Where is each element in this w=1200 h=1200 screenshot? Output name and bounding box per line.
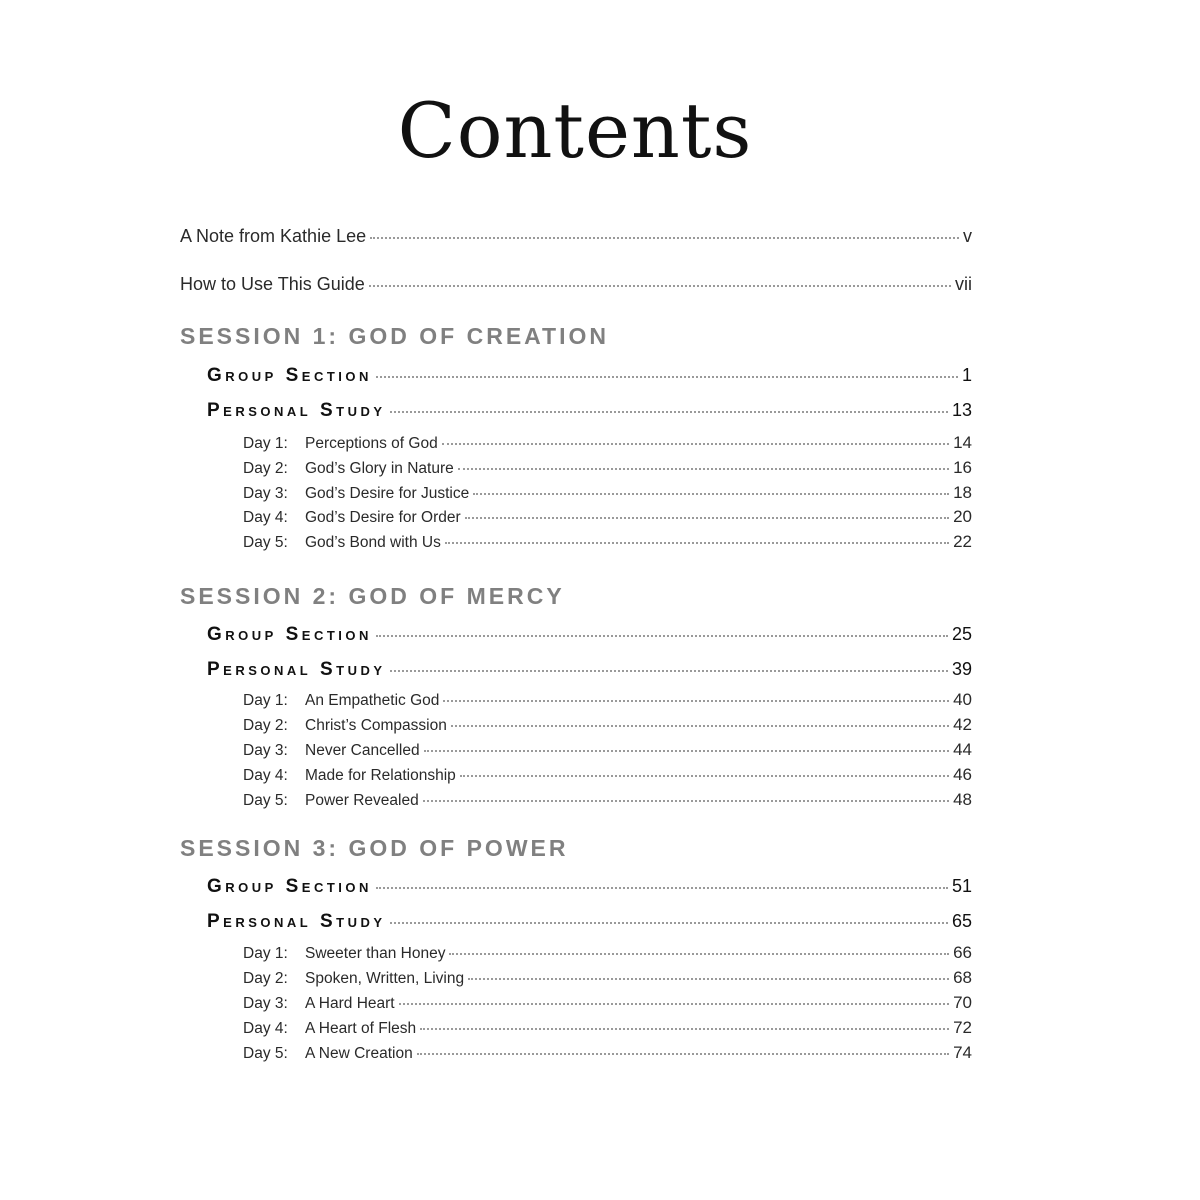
- dot-leader: [370, 236, 959, 239]
- toc-entry-day[interactable]: [243, 690, 972, 710]
- day-prefix: Day 1:: [243, 945, 288, 962]
- dot-leader: [399, 1002, 949, 1005]
- dot-leader: [376, 886, 948, 889]
- toc-entry-personal-study[interactable]: [207, 911, 972, 933]
- day-prefix: Day 5:: [243, 1045, 288, 1062]
- dot-leader: [390, 410, 948, 413]
- toc-entry-day[interactable]: [243, 740, 972, 760]
- toc-page-number: 74: [953, 1043, 972, 1062]
- toc-page-number: 51: [951, 876, 972, 896]
- toc-entry-day[interactable]: [243, 715, 972, 735]
- toc-page-number: 1: [961, 365, 972, 385]
- toc-page-number: 22: [953, 532, 972, 551]
- toc-entry-label: Sweeter than Honey: [305, 945, 446, 962]
- toc-entry-label: God’s Glory in Nature: [305, 460, 454, 477]
- toc-entry-label: A New Creation: [305, 1045, 413, 1062]
- toc-page-number: 13: [951, 400, 972, 420]
- toc-entry-day[interactable]: [243, 765, 972, 785]
- dot-leader: [442, 442, 949, 445]
- day-prefix: Day 3:: [243, 995, 288, 1012]
- toc-entry-label: How to Use This Guide: [180, 274, 365, 294]
- toc-entry-day[interactable]: [243, 943, 972, 963]
- toc-page-number: v: [963, 226, 972, 246]
- toc-entry-label: A Heart of Flesh: [305, 1020, 417, 1037]
- dot-leader: [460, 774, 949, 777]
- toc-entry-group-section[interactable]: [207, 365, 972, 387]
- toc-page-number: 44: [953, 740, 972, 759]
- dot-leader: [376, 634, 948, 637]
- toc-entry-day[interactable]: [243, 532, 972, 552]
- day-prefix: Day 4:: [243, 767, 288, 784]
- day-prefix: Day 2:: [243, 460, 288, 477]
- dot-leader: [376, 375, 958, 378]
- day-prefix: Day 2:: [243, 970, 288, 987]
- toc-entry-day[interactable]: [243, 993, 972, 1013]
- toc-page-number: 48: [953, 790, 972, 809]
- day-prefix: Day 5:: [243, 792, 288, 809]
- day-prefix: Day 1:: [243, 692, 288, 709]
- toc-entry-day[interactable]: [243, 507, 972, 527]
- toc-entry-day[interactable]: [243, 968, 972, 988]
- day-prefix: Day 2:: [243, 717, 288, 734]
- day-prefix: Day 1:: [243, 435, 288, 452]
- toc-entry-label: An Empathetic God: [305, 692, 440, 709]
- toc-entry-personal-study[interactable]: [207, 659, 972, 681]
- dot-leader: [451, 724, 949, 727]
- dot-leader: [458, 467, 949, 470]
- toc-page-number: 16: [953, 458, 972, 477]
- toc-page-number: 70: [953, 993, 972, 1012]
- toc-entry-day[interactable]: [243, 1018, 972, 1038]
- day-prefix: Day 3:: [243, 485, 288, 502]
- dot-leader: [423, 799, 949, 802]
- day-prefix: Day 5:: [243, 534, 288, 551]
- toc-entry-label: A Hard Heart: [305, 995, 395, 1012]
- session-heading: SESSION 1: GOD OF CREATION: [180, 323, 609, 349]
- dot-leader: [449, 952, 949, 955]
- toc-entry-label: Power Revealed: [305, 792, 419, 809]
- toc-entry-label: Spoken, Written, Living: [305, 970, 465, 987]
- toc-page-number: 65: [951, 911, 972, 931]
- toc-page-number: 25: [951, 624, 972, 644]
- dot-leader: [420, 1027, 949, 1030]
- dot-leader: [417, 1052, 949, 1055]
- toc-entry-personal-study[interactable]: [207, 400, 972, 422]
- session-heading: SESSION 3: GOD OF POWER: [180, 835, 569, 861]
- toc-entry-label: Group Section: [207, 876, 372, 897]
- toc-entry-group-section[interactable]: [207, 876, 972, 898]
- dot-leader: [473, 492, 949, 495]
- dot-leader: [369, 284, 951, 287]
- toc-entry-label: A Note from Kathie Lee: [180, 226, 367, 246]
- dot-leader: [468, 977, 949, 980]
- toc-page-number: 39: [951, 659, 972, 679]
- toc-entry-label: God’s Desire for Justice: [305, 485, 470, 502]
- toc-entry-day[interactable]: [243, 790, 972, 810]
- day-prefix: Day 4:: [243, 509, 288, 526]
- toc-entry-label: Christ’s Compassion: [305, 717, 447, 734]
- toc-page-number: 20: [953, 507, 972, 526]
- toc-page-number: 72: [953, 1018, 972, 1037]
- toc-entry-day[interactable]: [243, 483, 972, 503]
- dot-leader: [390, 669, 948, 672]
- toc-entry-how-to-use[interactable]: [180, 274, 972, 295]
- toc-entry-label: Group Section: [207, 624, 372, 645]
- toc-page-number: 68: [953, 968, 972, 987]
- toc-entry-label: God’s Desire for Order: [305, 509, 461, 526]
- toc-entry-day[interactable]: [243, 458, 972, 478]
- toc-entry-note[interactable]: [180, 226, 972, 247]
- dot-leader: [443, 699, 949, 702]
- toc-entry-group-section[interactable]: [207, 624, 972, 646]
- day-prefix: Day 3:: [243, 742, 288, 759]
- dot-leader: [424, 749, 949, 752]
- dot-leader: [390, 921, 948, 924]
- toc-page-number: 42: [953, 715, 972, 734]
- day-prefix: Day 4:: [243, 1020, 288, 1037]
- toc-entry-label: Never Cancelled: [305, 742, 420, 759]
- toc-page-number: 40: [953, 690, 972, 709]
- toc-entry-label: Group Section: [207, 365, 372, 386]
- toc-page-number: 18: [953, 483, 972, 502]
- session-heading: SESSION 2: GOD OF MERCY: [180, 583, 565, 609]
- toc-entry-day[interactable]: [243, 1043, 972, 1063]
- page-title: Contents: [397, 86, 753, 175]
- toc-entry-label: Made for Relationship: [305, 767, 456, 784]
- toc-page-number: vii: [955, 274, 972, 294]
- toc-entry-label: Personal Study: [207, 911, 386, 932]
- toc-entry-label: Perceptions of God: [305, 435, 438, 452]
- toc-page-number: 46: [953, 765, 972, 784]
- toc-entry-day[interactable]: [243, 433, 972, 453]
- toc-page-number: 14: [953, 433, 972, 452]
- toc-entry-label: God’s Bond with Us: [305, 534, 441, 551]
- dot-leader: [445, 541, 949, 544]
- toc-page-number: 66: [953, 943, 972, 962]
- dot-leader: [465, 516, 949, 519]
- toc-entry-label: Personal Study: [207, 400, 386, 421]
- toc-entry-label: Personal Study: [207, 659, 386, 680]
